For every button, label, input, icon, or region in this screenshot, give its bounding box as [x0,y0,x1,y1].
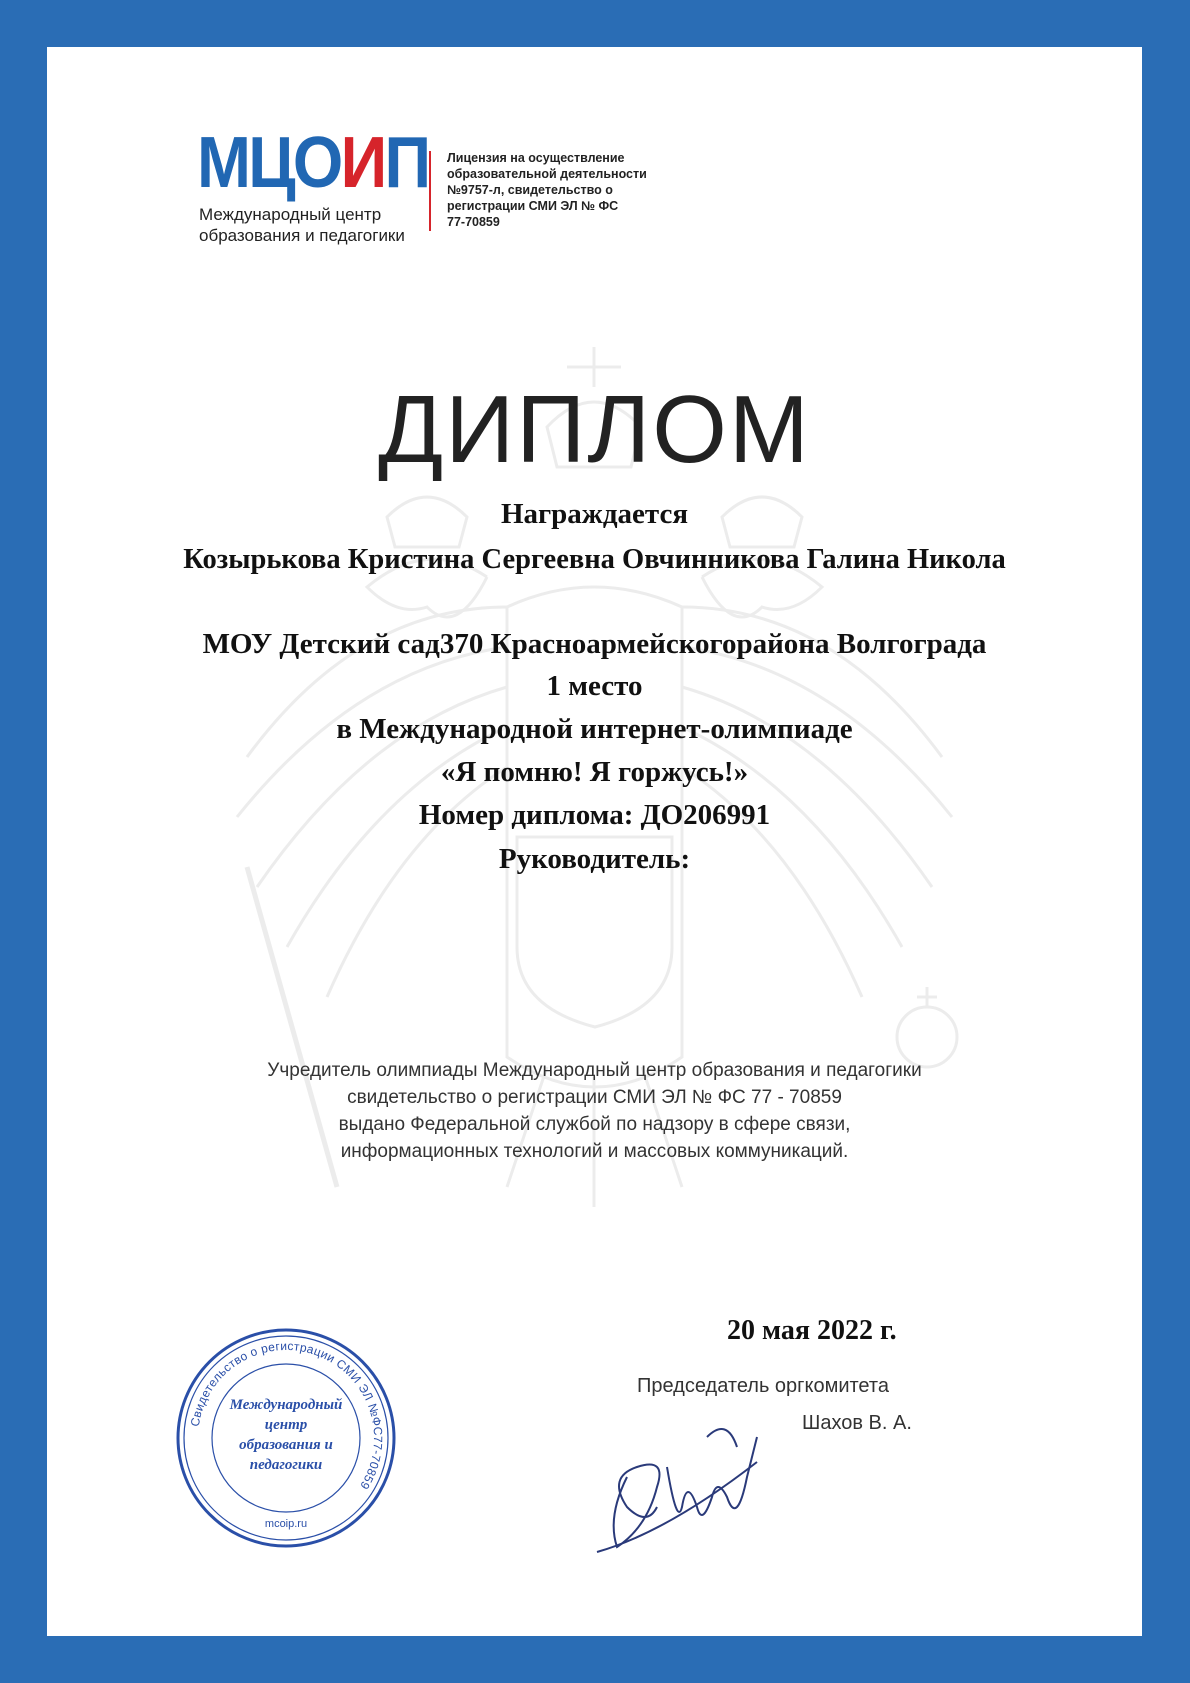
olympiad-title: «Я помню! Я горжусь!» [440,756,749,788]
logo-divider [429,151,431,231]
license-line: Лицензия на осуществление [447,151,625,165]
signature-image [587,1417,787,1567]
school-name: МОУ Детский сад370 Красноармейскогорайона Волгограда [202,628,987,660]
logo-mark-blue: МЦО [197,123,341,203]
olympiad-name: в Международной интернет-олимпиаде [336,713,853,745]
chair-name: Шахов В. А. [802,1412,912,1434]
stamp-line-4: педагогики [249,1457,323,1473]
diploma-sheet [47,47,1142,1636]
recipient-names: Козырькова Кристина Сергеевна Овчинникова Галина Никола [183,544,1006,575]
license-text [447,150,667,230]
stamp-ring-text: Свидетельство о регистрации СМИ ЭЛ №ФС77-70859 [187,1338,386,1493]
logo-subtitle-1: Международный центр [199,205,382,224]
leader-label: Руководитель: [498,843,691,875]
license-line: образовательной деятельности [447,167,647,181]
issue-date: 20 мая 2022 г. [727,1315,897,1346]
founder-line-2: свидетельство о регистрации СМИ ЭЛ № ФС 77 - 70859 [347,1087,842,1108]
diploma-title: ДИПЛОМ [378,376,811,483]
diploma-number: Номер диплома: ДО206991 [418,799,771,831]
logo-subtitle-2: образования и педагогики [199,226,405,245]
license-line: 77-70859 [447,215,500,229]
place-result: 1 место [546,670,643,702]
license-line: №9757-л, свидетельство о [447,183,613,197]
stamp-line-2: центр [264,1417,308,1433]
license-line: регистрации СМИ ЭЛ № ФС [447,199,619,213]
founder-line-3: выдано Федеральной службой по надзору в сфере связи, [338,1114,851,1135]
organization-stamp [175,1327,397,1549]
stamp-site: mcoip.ru [264,1518,308,1530]
logo-mark-blue-end: П [384,123,429,203]
chair-title: Председатель оргкомитета [637,1375,889,1397]
stamp-line-1: Международный [229,1397,343,1413]
brand-logo [197,123,429,203]
logo-mark-red: И [340,123,385,203]
stamp-line-3: образования и [239,1437,333,1453]
founder-line-1: Учредитель олимпиады Международный центр образования и педагогики [267,1060,922,1081]
award-heading: Награждается [500,498,689,530]
founder-line-4: информационных технологий и массовых коммуникаций. [340,1141,849,1162]
